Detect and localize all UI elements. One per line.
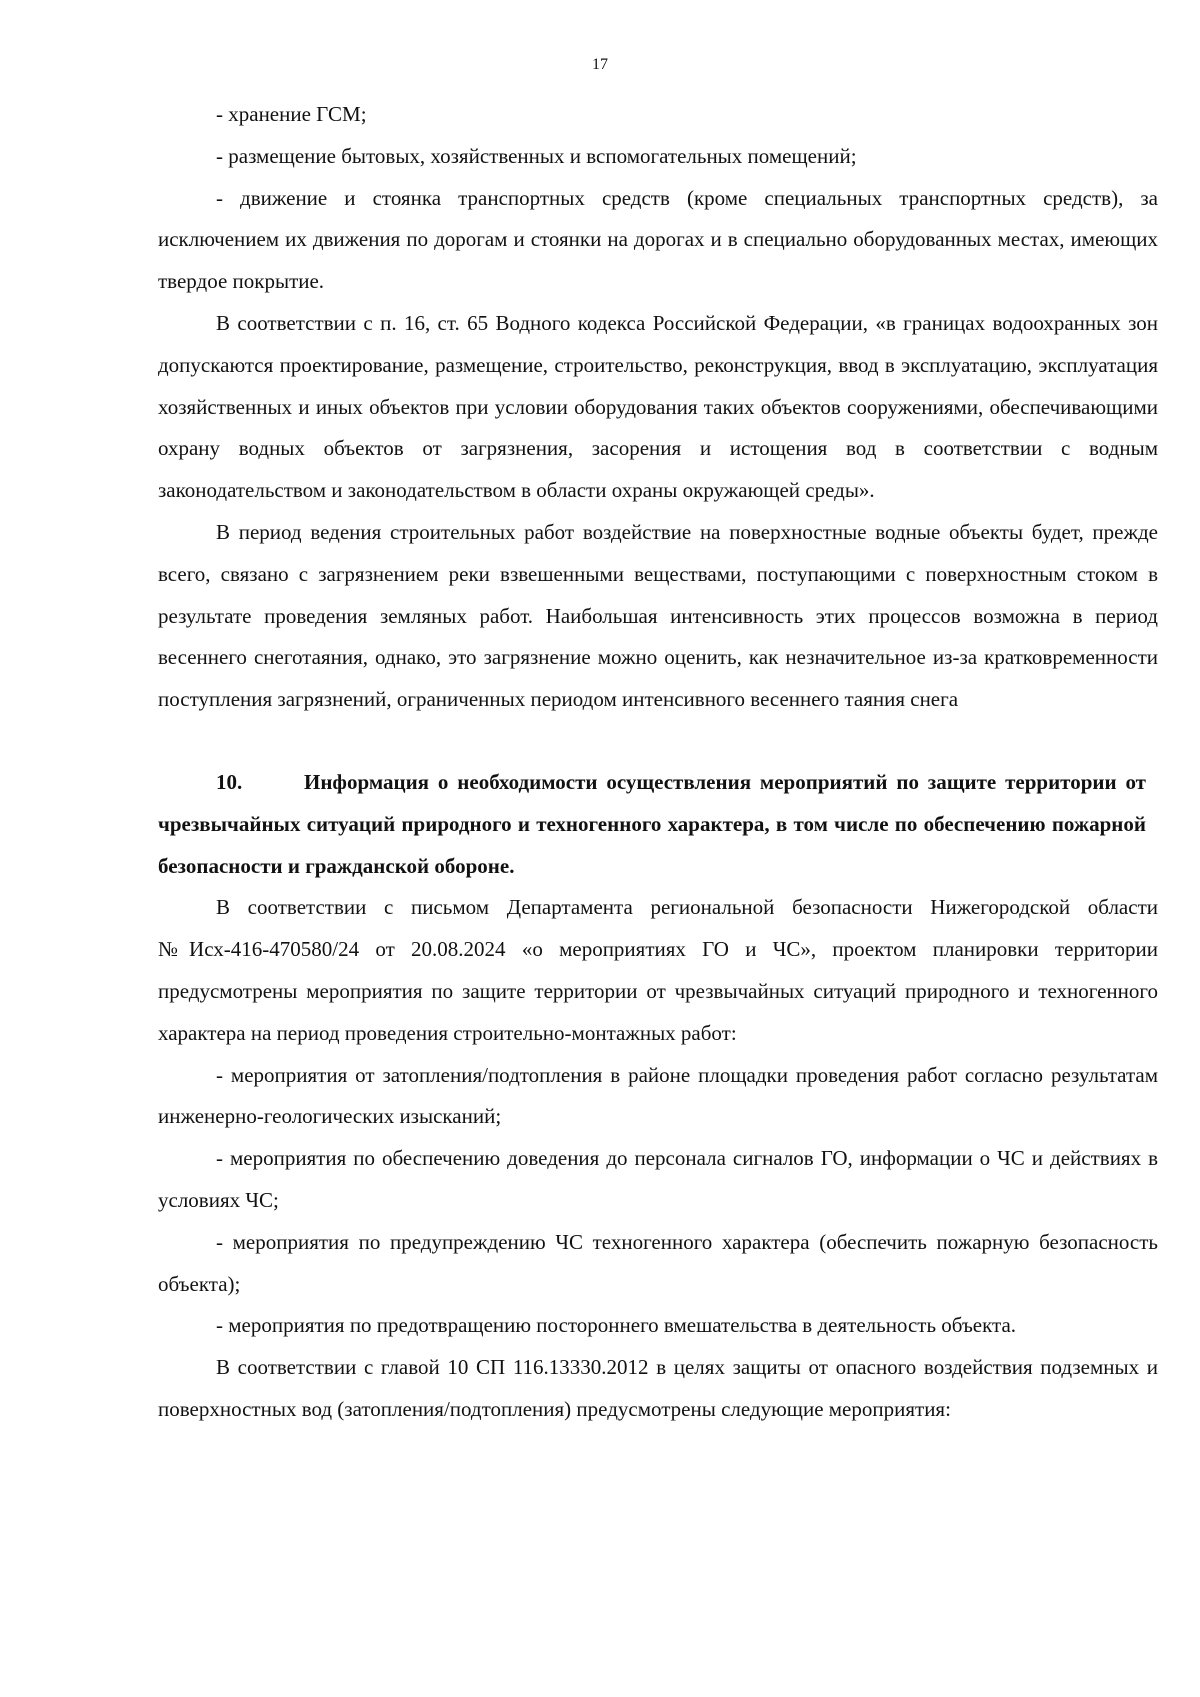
list-item: - мероприятия по предотвращению постороннего вмешательства в деятельность объекта. bbox=[216, 1313, 1017, 1338]
document-body bbox=[158, 94, 1158, 1431]
section-number: 10. bbox=[216, 769, 243, 794]
section-title: Информация о необходимости осуществления мероприятий по защите территории от чрезвычайных ситуаций природного и техногенного характера, в том числе по обеспечению пожарной безопасности и гражданской обороне. bbox=[158, 769, 1146, 878]
section-heading bbox=[158, 762, 1158, 887]
paragraph: В период ведения строительных работ воздействие на поверхностные водные объекты будет, прежде всего, связано с загрязнением реки взвешенными веществами, поступающими с поверхностным стоком в результате проведения земляных работ. Наибольшая интенсивность этих процессов возможна в период весеннего снеготаяния, однако, это загрязнение можно оценить, как незначительное из-за кратковременности поступления загрязнений, ограниченных периодом интенсивного весеннего таяния снега bbox=[158, 519, 1158, 712]
list-item: - размещение бытовых, хозяйственных и вспомогательных помещений; bbox=[216, 143, 857, 168]
list-item: - хранение ГСМ; bbox=[216, 102, 367, 126]
list-item: - мероприятия от затопления/подтопления в районе площадки проведения работ согласно результатам инженерно-геологических изысканий; bbox=[158, 1062, 1158, 1129]
paragraph: В соответствии с письмом Департамента региональной безопасности Нижегородской области №Исх-416-470580/24 от 20.08.2024 «о мероприятиях ГО и ЧС», проектом планировки территории предусмотрены мероприятия по защите территории от чрезвычайных ситуаций природного и техногенного характера на период проведения строительно-монтажных работ: bbox=[158, 895, 1158, 1045]
paragraph: В соответствии с главой 10 СП 116.13330.2012 в целях защиты от опасного воздействия подземных и поверхностных вод (затопления/подтопления) предусмотрены следующие мероприятия: bbox=[158, 1355, 1158, 1421]
list-item: - движение и стоянка транспортных средств (кроме специальных транспортных средств), за исключением их движения по дорогам и стоянки на дорогах и в специально оборудованных местах, имеющих твердое покрытие. bbox=[158, 185, 1158, 294]
list-item: - мероприятия по предупреждению ЧС техногенного характера (обеспечить пожарную безопасность объекта); bbox=[158, 1229, 1158, 1296]
list-item: - мероприятия по обеспечению доведения до персонала сигналов ГО, информации о ЧС и действиях в условиях ЧС; bbox=[158, 1146, 1158, 1212]
paragraph: В соответствии с п. 16, ст. 65 Водного кодекса Российской Федерации, «в границах водоохранных зон допускаются проектирование, размещение, строительство, реконструкция, ввод в эксплуатацию, эксплуатация хозяйственных и иных объектов при условии оборудования таких объектов сооружениями, обеспечивающими охрану водных объектов от загрязнения, засорения и истощения вод в соответствии с водным законодательством и законодательством в области охраны окружающей среды». bbox=[158, 310, 1158, 503]
page-number: 17 bbox=[592, 56, 608, 73]
